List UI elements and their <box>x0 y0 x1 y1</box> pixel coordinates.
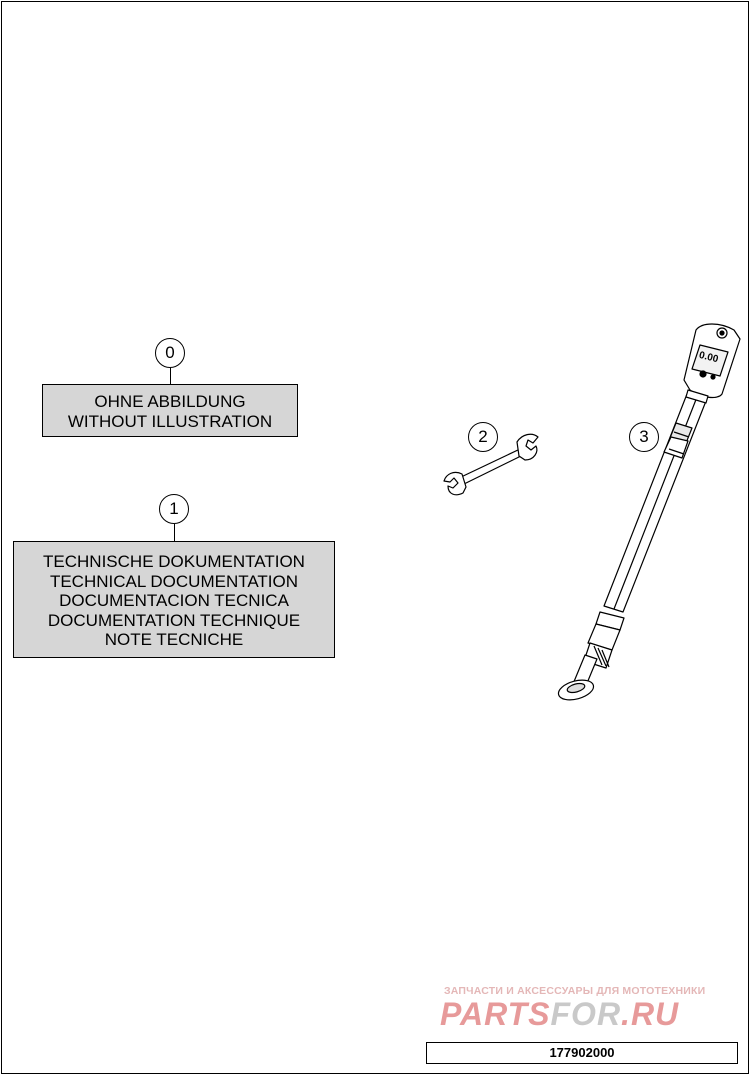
digital-torque-wrench-icon <box>556 324 740 703</box>
no-illustration-line-1: OHNE ABBILDUNG <box>94 392 246 411</box>
callout-2: 2 <box>468 422 498 452</box>
watermark-brand-logo <box>440 997 679 1031</box>
callout-0: 0 <box>155 338 185 368</box>
callout-3: 3 <box>629 422 659 452</box>
tech-doc-line-en: TECHNICAL DOCUMENTATION <box>49 571 299 591</box>
watermark-brand-part1: PARTS <box>440 996 551 1032</box>
tech-doc-line-es: DOCUMENTACION TECNICA <box>59 591 289 611</box>
wrench-display-readout: 0.00 <box>697 349 720 366</box>
tech-doc-line-fr: DOCUMENTATION TECHNIQUE <box>47 610 301 630</box>
watermark-tagline: ЗАПЧАСТИ И АКСЕССУАРЫ ДЛЯ МОТОТЕХНИКИ <box>444 985 706 997</box>
tech-doc-line-it: NOTE TECNICHE <box>104 630 244 650</box>
tech-doc-line-de: TECHNISCHE DOKUMENTATION <box>43 552 305 571</box>
watermark-brand-part2: FOR <box>550 996 622 1032</box>
callout-1: 1 <box>159 494 189 524</box>
watermark-brand-part3: .RU <box>621 996 680 1032</box>
open-end-wrench-icon <box>444 434 538 494</box>
no-illustration-line-2: WITHOUT ILLUSTRATION <box>67 411 273 431</box>
part-number-box: 177902000 <box>426 1042 738 1064</box>
